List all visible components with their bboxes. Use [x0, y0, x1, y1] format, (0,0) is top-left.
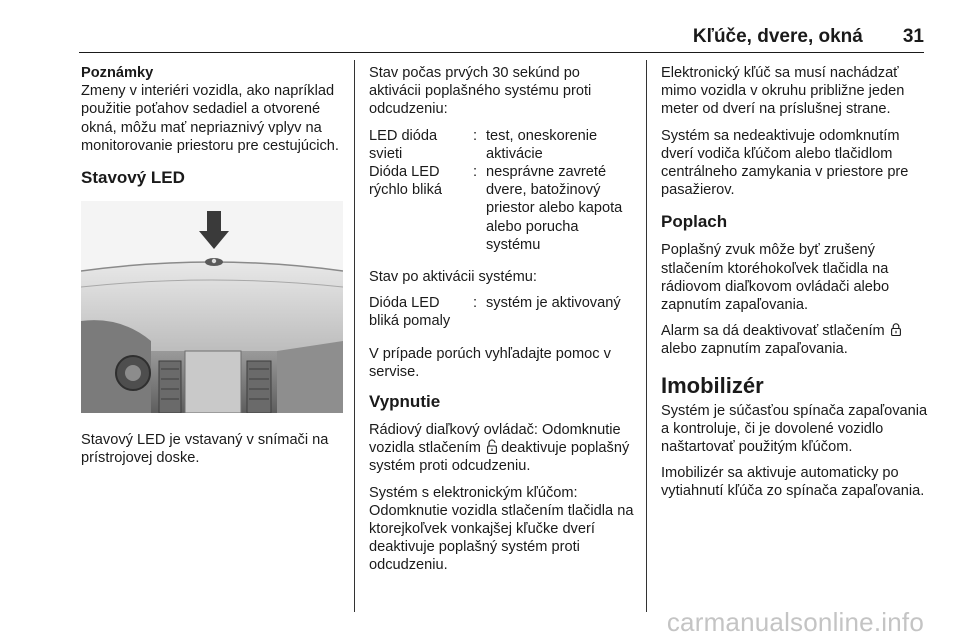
table-separator: :	[473, 127, 478, 144]
after-activation-text: Stav po aktivácii systému:	[369, 269, 537, 286]
column-2	[369, 64, 635, 583]
column-divider-1	[354, 60, 355, 612]
key-range-text: Elektronický kľúč sa musí nachádzať mimo vozidla v okruhu približne jeden meter od dverí na príslušnej strane.	[661, 65, 905, 118]
remote-text-before: Rádiový diaľkový ovládač: Odomknutie vozidla stlačením	[369, 422, 621, 457]
page-header	[693, 26, 924, 50]
table-separator: :	[473, 164, 478, 181]
chapter-title: Kľúče, dvere, okná	[692, 26, 863, 47]
fault-text: V prípade porúch vyhľadajte pomoc v servise.	[369, 345, 611, 380]
column-3	[661, 64, 931, 509]
section-heading-status-led: Stavový LED	[81, 168, 185, 188]
column-1	[81, 64, 343, 475]
note-heading: Poznámky	[81, 65, 154, 81]
header-rule	[79, 52, 924, 53]
section-heading-alarm: Poplach	[661, 212, 728, 232]
lock-icon	[891, 323, 901, 336]
table-value: test, oneskorenie aktivácie	[486, 127, 598, 162]
remote-text-after: deaktivuje poplašný systém proti odcudzeniu.	[369, 440, 630, 475]
table-key: Dióda LED bliká pomaly	[369, 295, 451, 330]
column-divider-2	[646, 60, 647, 612]
status-table-2	[369, 294, 635, 330]
dashboard-led-figure	[81, 201, 343, 413]
table-key: Dióda LED rýchlo bliká	[369, 164, 442, 199]
table-separator: :	[473, 295, 478, 312]
alarm-off-after: alebo zapnutím zapaľovania.	[661, 341, 848, 358]
remote-text	[369, 421, 635, 476]
figure-caption: Stavový LED je vstavaný v snímači na prístrojovej doske.	[81, 432, 329, 467]
immobilizer-text: Systém je súčasťou spínača zapaľovania a kontroluje, či je dovolené vozidlo naštartovať použitým kľúčom.	[661, 402, 928, 456]
table-value: systém je aktivovaný	[486, 295, 621, 312]
table-row	[369, 294, 635, 330]
keyless-text: Systém s elektronickým kľúčom: Odomknutie vozidla stlačením tlačidla na ktorejkoľvek vonkajšej kľučke dverí deaktivuje poplašný systém proti odcudzeniu.	[369, 484, 634, 574]
unlock-icon	[487, 439, 497, 454]
table-key: LED dióda svieti	[369, 127, 438, 162]
alarm-text: Poplašný zvuk môže byť zrušený stlačením ktoréhokoľvek tlačidla na rádiovom diaľkovom ovládači alebo zapnutím zapaľovania.	[661, 242, 890, 314]
status-intro: Stav počas prvých 30 sekúnd po aktivácii poplašného systému proti odcudzeniu:	[369, 65, 592, 118]
watermark: carmanualsonline.info	[666, 607, 924, 637]
page-number: 31	[902, 26, 924, 47]
section-heading-immobilizer: Imobilizér	[661, 372, 764, 398]
dashboard-illustration	[81, 201, 343, 413]
table-row	[369, 163, 635, 254]
section-heading-deactivation: Vypnutie	[369, 392, 441, 412]
deactivation-text: Systém sa nedeaktivuje odomknutím dverí vodiča kľúčom alebo tlačidlom centrálneho zamykania v priestore pre pasažierov.	[661, 127, 909, 199]
table-value: nesprávne zavreté dvere, batožinový priestor alebo kapota alebo porucha systému	[486, 164, 623, 253]
note-text: Zmeny v interiéri vozidla, ako napríklad použitie poťahov sedadiel a otvorené okná, môžu mať nepriaznivý vplyv na monitorovanie priestoru pre cestujúcich.	[81, 83, 339, 154]
immobilizer-auto-text: Imobilizér sa aktivuje automaticky po vytiahnutí kľúča zo spínača zapaľovania.	[661, 465, 925, 500]
alarm-off-text	[661, 322, 931, 358]
status-table-1	[369, 127, 635, 254]
alarm-off-before: Alarm sa dá deaktivovať stlačením	[661, 323, 885, 340]
table-row	[369, 127, 635, 163]
